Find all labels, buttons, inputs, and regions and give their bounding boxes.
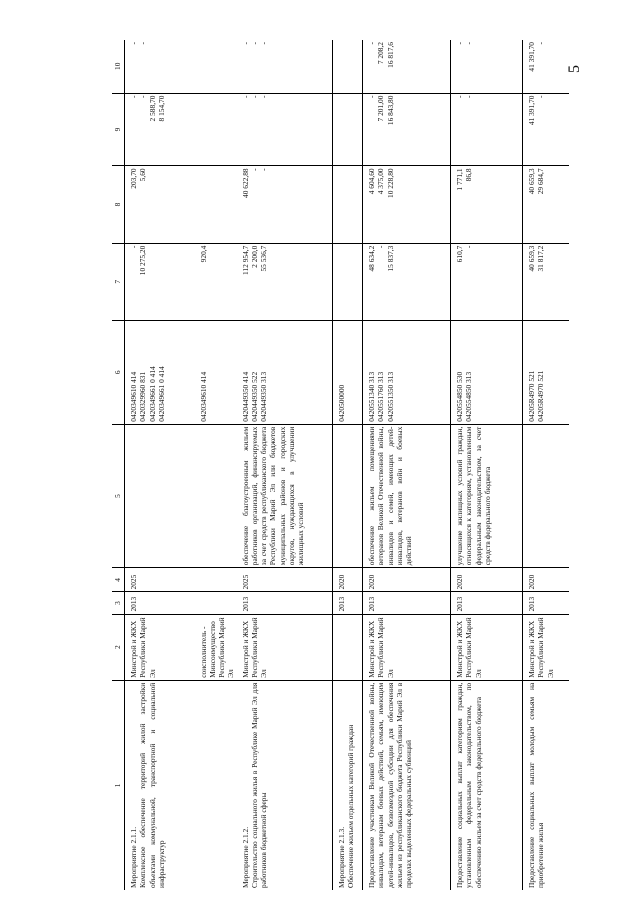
- amount-col8-cell-value: 4 375,00: [376, 168, 386, 195]
- budget-code-cell-value: 0420349610 414: [129, 371, 138, 422]
- amount-col10-cell-value: [337, 42, 346, 91]
- expected-result-cell: улучшение жилищных условий граждан, относящихся к категориям, установленным федеральным законодательством, за счет средств федерального бюджета: [451, 424, 523, 568]
- budget-code-cell-value: 0420551350 313: [385, 371, 395, 422]
- budget-code-cell-value: 0420554850 313: [464, 371, 474, 422]
- amount-col10-cell-value: -: [240, 42, 250, 45]
- amount-col8-cell: [237, 166, 333, 243]
- amount-col7-cell-value: 112 954,7: [240, 245, 250, 275]
- budget-code-cell-value: 0420349661 0 414: [147, 366, 157, 422]
- amount-col10-cell-value: -: [129, 42, 138, 45]
- amount-col9-cell-value: 7 201,00: [376, 95, 386, 122]
- rotated-table-area: [112, 40, 640, 888]
- budget-code-cell-value: 0420449350 313: [259, 371, 268, 422]
- budget-code-cell-value: 0420551760 313: [376, 371, 386, 422]
- amount-col10-cell-value: -: [259, 42, 268, 45]
- amount-col10-cell: [451, 40, 523, 93]
- end-year-cell: [195, 568, 237, 592]
- budget-code-cell-value: 0420500000: [337, 384, 346, 422]
- amount-col7-cell: [125, 243, 195, 320]
- amount-col8-cell-value: 86,8: [464, 168, 474, 182]
- expected-result-cell: [195, 424, 237, 568]
- amount-col10-cell-value: 7 208,2: [376, 42, 386, 65]
- budget-code-cell: [195, 320, 237, 424]
- col-header-1: 1: [112, 680, 125, 890]
- amount-col7-cell-value: 10 275,20: [138, 245, 148, 276]
- amount-col9-cell-value: -: [367, 95, 376, 99]
- end-year-cell: 2020: [333, 568, 363, 592]
- executor-cell: [333, 614, 363, 680]
- amount-col10-cell: [195, 40, 237, 93]
- col-header-2: 2: [112, 614, 125, 680]
- amount-col8-cell-value: 4 604,60: [367, 168, 376, 195]
- budget-code-cell: [451, 320, 523, 424]
- amount-col9-cell-value: -: [249, 95, 259, 99]
- amount-col8-cell-value: [148, 168, 157, 240]
- amount-col9-cell-value: [337, 96, 346, 164]
- amount-col7-cell: [523, 243, 569, 320]
- budget-code-cell-value: 0420349661 0 414: [156, 366, 166, 422]
- amount-col9-cell: [237, 93, 333, 166]
- col-header-4: 4: [112, 568, 125, 592]
- amount-col9-cell: [195, 93, 237, 166]
- amount-col7-cell-value: 48 634,2: [367, 245, 376, 272]
- amount-col9-cell: [451, 93, 523, 166]
- budget-code-cell-value: 0420349610 414: [198, 371, 208, 422]
- amount-col10-cell: [523, 40, 569, 93]
- amount-col10-cell-value: -: [464, 42, 474, 45]
- amount-col7-cell-value: 920,4: [198, 245, 208, 263]
- program-measures-table: [112, 40, 569, 890]
- amount-col7-cell-value: 610,7: [455, 245, 464, 263]
- expected-result-cell: обеспечение благоустроенным жильем работников организаций, финансируемых за счет средств республиканского бюджета Республики Марий Эл или бюджетов муниципальных районов и городских округов, нуждающихся в улучшении жилищных условий: [237, 424, 333, 568]
- amount-col7-cell-value: 40 659,3: [527, 245, 536, 272]
- measure-name-cell: [195, 680, 237, 890]
- amount-col9-cell-value: -: [455, 95, 464, 99]
- amount-col7-cell: [333, 243, 363, 320]
- amount-col9-cell-value: 41 391,70: [527, 95, 536, 126]
- amount-col8-cell: [125, 166, 195, 243]
- start-year-cell: 2013: [523, 592, 569, 614]
- table-row: [363, 40, 451, 890]
- header-row: [112, 40, 125, 890]
- amount-col7-cell-value: 2 200,0: [249, 245, 259, 268]
- col-header-6: 6: [112, 320, 125, 424]
- amount-col9-cell-value: -: [259, 95, 268, 99]
- table-row: [333, 40, 363, 890]
- amount-col10-cell: [363, 40, 451, 93]
- amount-col9-cell-value: -: [240, 95, 250, 99]
- executor-cell: Минстрой и ЖКХ Республики Марий Эл: [523, 614, 569, 680]
- amount-col7-cell-value: -: [464, 245, 474, 249]
- amount-col7-cell-value: 15 837,3: [385, 245, 395, 272]
- budget-code-cell: [363, 320, 451, 424]
- amount-col9-cell-value: 16 843,80: [385, 95, 395, 126]
- expected-result-cell: обеспечение жильем помещениями ветеранов Великой Отечественной войны, инвалидов и семей, имеющих детей-инвалидов, ветеранов войн и боевых действий: [363, 424, 451, 568]
- budget-code-cell-value: 0420551340 313: [367, 371, 376, 422]
- amount-col8-cell-value: [199, 168, 208, 240]
- amount-col8-cell: [333, 166, 363, 243]
- measure-name-cell: Предоставление социальных выплат категориям граждан, установленным федеральным законодательством, по обеспечению жильем за счет средств федерального бюджета: [451, 680, 523, 890]
- executor-cell: Минстрой и ЖКХ Республики Марий Эл: [451, 614, 523, 680]
- amount-col7-cell-value: [157, 246, 166, 318]
- table-row: [237, 40, 333, 890]
- budget-code-cell-value: 04205R4970 521: [527, 370, 536, 422]
- expected-result-cell: [125, 424, 195, 568]
- amount-col9-cell: [333, 93, 363, 166]
- col-header-5: 5: [112, 424, 125, 568]
- executor-cell: Минстрой и ЖКХ Республики Марий Эл: [125, 614, 195, 680]
- amount-col10-cell-value: [199, 42, 208, 91]
- measure-name-cell: Мероприятие 2.1.2. Строительство социального жилья в Республике Марий Эл для работников бюджетной сферы: [240, 682, 268, 888]
- expected-result-cell: [523, 424, 569, 568]
- amount-col7-cell-value: -: [129, 245, 138, 249]
- budget-code-cell: [237, 320, 333, 424]
- amount-col10-cell: [125, 40, 195, 93]
- amount-col9-cell: [523, 93, 569, 166]
- end-year-cell: 2025: [125, 568, 195, 592]
- amount-col7-cell-value: 31 817,2: [536, 245, 546, 272]
- budget-code-cell-value: 0420554850 530: [455, 371, 464, 422]
- amount-col7-cell: [237, 243, 333, 320]
- amount-col8-cell: [363, 166, 451, 243]
- start-year-cell: 2013: [363, 592, 451, 614]
- amount-col9-cell: [125, 93, 195, 166]
- amount-col9-cell-value: -: [464, 95, 474, 99]
- col-header-7: 7: [112, 243, 125, 320]
- amount-col9-cell-value: 8 154,70: [156, 95, 166, 122]
- amount-col8-cell-value: 40 622,88: [240, 168, 250, 198]
- amount-col7-cell: [451, 243, 523, 320]
- page-number: 5: [566, 65, 583, 73]
- amount-col8-cell-value: -: [259, 168, 268, 171]
- budget-code-cell-value: 04205R4970 521: [536, 370, 546, 422]
- amount-col8-cell: [523, 166, 569, 243]
- start-year-cell: 2013: [237, 592, 333, 614]
- start-year-cell: 2013: [333, 592, 363, 614]
- executor-cell: соисполнитель - Минсоимущество Республики Марий Эл: [195, 614, 237, 680]
- end-year-cell: 2020: [363, 568, 451, 592]
- amount-col7-cell: [195, 243, 237, 320]
- executor-cell: Минстрой и ЖКХ Республики Марий Эл: [237, 614, 333, 680]
- budget-code-cell-value: 0420449350 414: [240, 371, 250, 422]
- amount-col10-cell-value: -: [367, 42, 376, 45]
- budget-code-cell: [125, 320, 195, 424]
- amount-col8-cell-value: 5,60: [138, 168, 148, 182]
- amount-col10-cell-value: [157, 42, 166, 91]
- budget-code-cell: [523, 320, 569, 424]
- executor-cell: Минстрой и ЖКХ Республики Марий Эл: [363, 614, 451, 680]
- budget-code-cell-value: 0420449350 522: [249, 371, 259, 422]
- amount-col10-cell-value: -: [536, 42, 546, 45]
- start-year-cell: 2013: [125, 592, 195, 614]
- measure-name-cell: Мероприятие 2.1.3. Обеспечение жильем отдельных категорий граждан: [333, 680, 363, 890]
- amount-col8-cell-value: 1 771,1: [455, 168, 464, 191]
- measure-name-cell: Предоставление участникам Великой Отечественной войны, инвалидам, ветеранам боевых действий, семьям, имеющим детей-инвалидов, безвозмездной субсидии для обеспечения жильем из республиканского бюджета Республики Марий Эл в пределах выделенных федеральных субвенций: [363, 680, 451, 890]
- amount-col8-cell-value: -: [249, 168, 259, 171]
- amount-col8-cell-value: [337, 168, 346, 240]
- budget-code-cell-value: 0420329960 831: [138, 371, 148, 422]
- amount-col8-cell-value: 29 684,7: [536, 168, 546, 195]
- amount-col10-cell-value: -: [138, 42, 148, 45]
- col-header-9: 9: [112, 93, 125, 166]
- amount-col8-cell-value: 10 228,80: [385, 168, 395, 198]
- start-year-cell: 2013: [451, 592, 523, 614]
- amount-col9-cell-value: -: [138, 95, 148, 99]
- amount-col10-cell-value: -: [455, 42, 464, 45]
- amount-col8-cell-value: [157, 168, 166, 240]
- table-row: [195, 40, 237, 890]
- amount-col7-cell-value: 55 536,7: [259, 245, 268, 272]
- table-row: [451, 40, 523, 890]
- col-header-10: 10: [112, 40, 125, 93]
- amount-col9-cell: [363, 93, 451, 166]
- col-header-3: 3: [112, 592, 125, 614]
- amount-col8-cell: [195, 166, 237, 243]
- table-row: [125, 40, 195, 890]
- table-row: [523, 40, 569, 890]
- measure-name-cell: Предоставление социальных выплат молодым семьям на приобретение жилья: [523, 680, 569, 890]
- amount-col10-cell-value: 41 391,70: [527, 42, 536, 72]
- amount-col7-cell-value: [148, 246, 157, 318]
- amount-col7-cell-value: -: [376, 245, 386, 249]
- amount-col9-cell-value: 2 588,70: [147, 95, 157, 122]
- amount-col8-cell: [451, 166, 523, 243]
- amount-col7-cell-value: [337, 246, 346, 318]
- end-year-cell: 2025: [237, 568, 333, 592]
- amount-col10-cell-value: [148, 42, 157, 91]
- end-year-cell: 2020: [523, 568, 569, 592]
- measure-name-cell: Мероприятие 2.1.1. Комплексное обеспечение территорий жилой застройки объектами коммунальной, транспортной и социальной инфраструктур: [129, 682, 166, 888]
- amount-col9-cell-value: -: [129, 95, 138, 99]
- col-header-8: 8: [112, 166, 125, 243]
- amount-col7-cell: [363, 243, 451, 320]
- amount-col10-cell: [333, 40, 363, 93]
- amount-col9-cell-value: -: [536, 95, 546, 99]
- amount-col10-cell-value: 16 817,6: [385, 42, 395, 68]
- budget-code-cell: [333, 320, 363, 424]
- amount-col9-cell-value: [199, 96, 208, 164]
- amount-col10-cell-value: -: [249, 42, 259, 45]
- amount-col8-cell-value: 40 659,3: [527, 168, 536, 195]
- start-year-cell: [195, 592, 237, 614]
- expected-result-cell: [333, 424, 363, 568]
- end-year-cell: 2020: [451, 568, 523, 592]
- amount-col8-cell-value: 203,70: [129, 168, 138, 189]
- amount-col10-cell: [237, 40, 333, 93]
